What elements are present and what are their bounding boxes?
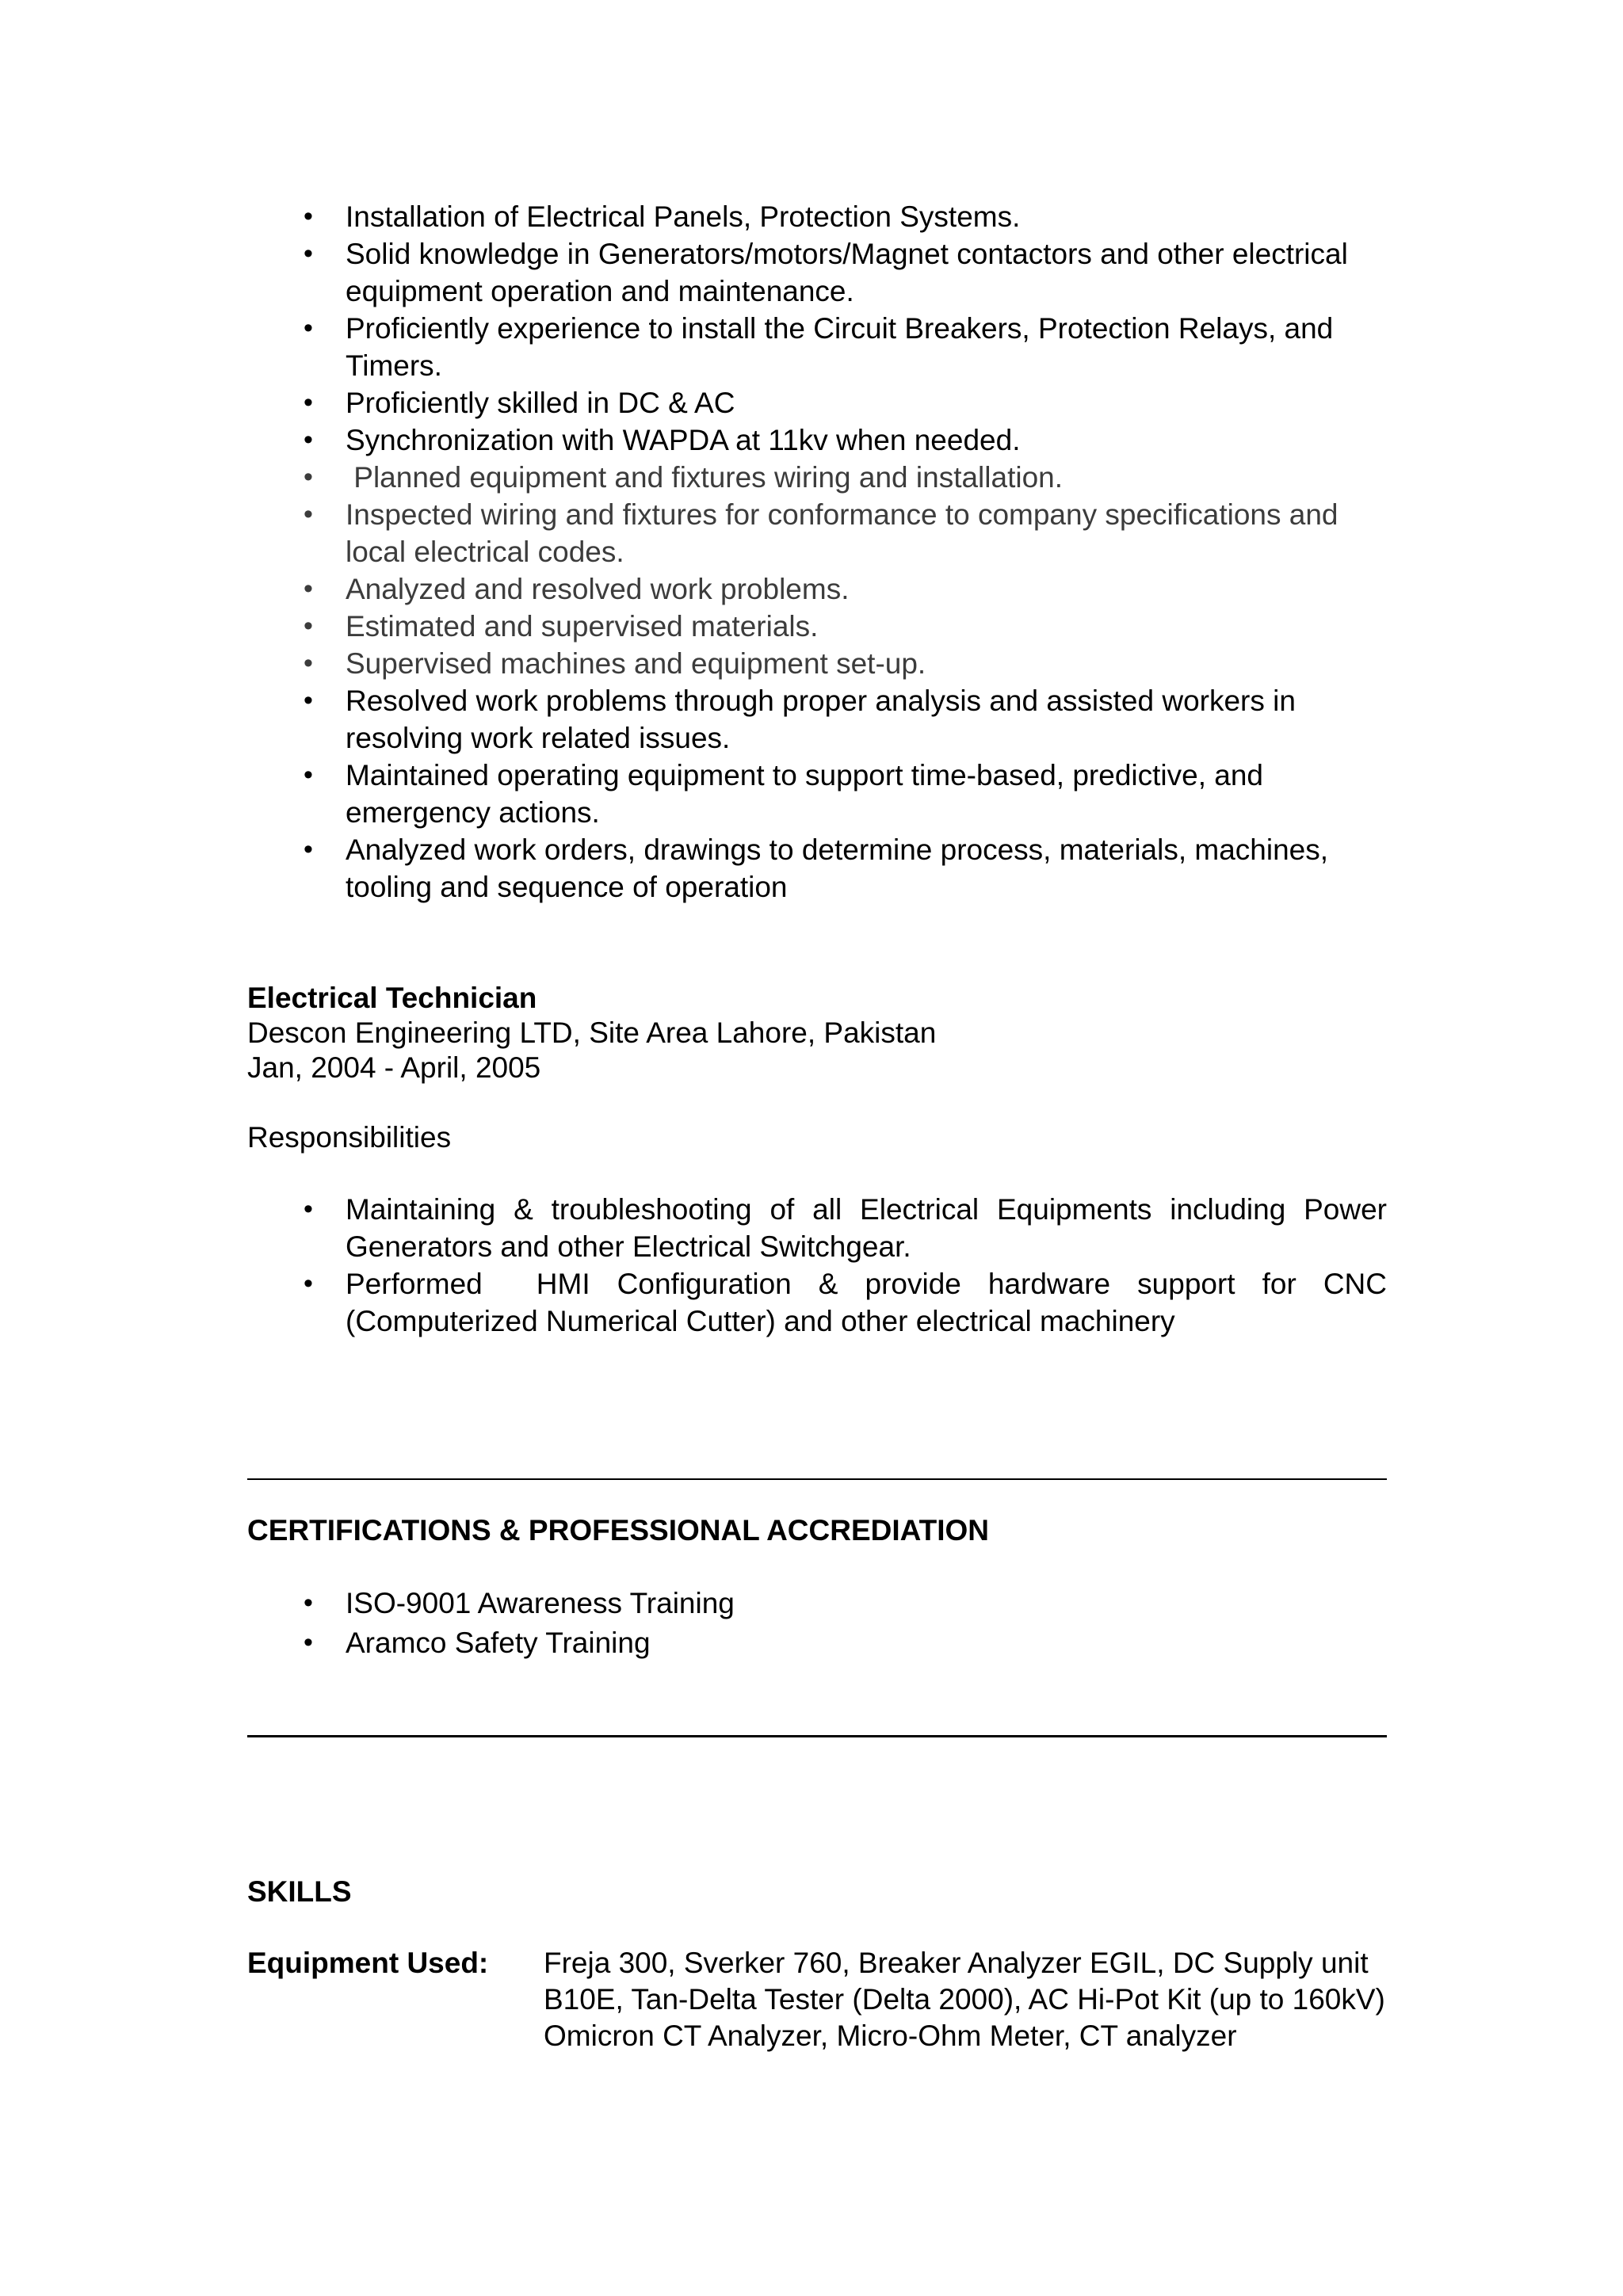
equipment-used-value: Freja 300, Sverker 760, Breaker Analyzer EGIL, DC Supply unit B10E, Tan-Delta Tester (Delta 2000), AC Hi-Pot Kit (up to 160kV) Omicron CT Analyzer, Micro-Ohm Meter, CT analyzer xyxy=(544,1947,1385,2052)
job-title: Electrical Technician xyxy=(247,982,537,1014)
list-item: • Resolved work problems through proper analysis and assisted workers in resolving work related issues. xyxy=(293,682,1387,757)
certifications-list xyxy=(293,1585,1387,1661)
bullet-icon: • xyxy=(304,313,313,343)
bullet-icon: • xyxy=(304,648,313,678)
list-item: • Estimated and supervised materials. xyxy=(293,608,1387,645)
equipment-used-label: Equipment Used: xyxy=(247,1947,489,1979)
bullet-icon: • xyxy=(304,1194,313,1224)
bullet-icon: • xyxy=(304,499,313,529)
bullet-icon: • xyxy=(304,834,313,864)
bullet-icon: • xyxy=(304,574,313,604)
certifications-heading: CERTIFICATIONS & PROFESSIONAL ACCREDIATION xyxy=(247,1514,989,1547)
responsibilities-list xyxy=(293,1191,1396,1340)
bullet-icon: • xyxy=(304,685,313,715)
bullet-icon: • xyxy=(304,1588,313,1618)
bullet-icon: • xyxy=(304,1268,313,1299)
list-item: • Synchronization with WAPDA at 11kv when needed. xyxy=(293,421,1387,459)
job-dates: Jan, 2004 - April, 2005 xyxy=(247,1051,541,1084)
bullet-icon: • xyxy=(304,611,313,641)
list-item: • Solid knowledge in Generators/motors/Magnet contactors and other electrical equipment operation and maintenance. xyxy=(293,235,1387,310)
skills-heading: SKILLS xyxy=(247,1875,352,1908)
bullet-icon: • xyxy=(304,238,313,269)
list-item: • Planned equipment and fixtures wiring and installation. xyxy=(293,459,1387,496)
list-item: • Proficiently skilled in DC & AC xyxy=(293,384,1387,421)
list-item: • Proficiently experience to install the Circuit Breakers, Protection Relays, and Timers. xyxy=(293,310,1387,384)
list-item: • Aramco Safety Training xyxy=(293,1624,1387,1661)
list-item: • Maintaining & troubleshooting of all Electrical Equipments including Power Generators and other Electrical Switchgear. xyxy=(293,1191,1387,1265)
list-item: • Installation of Electrical Panels, Protection Systems. xyxy=(293,198,1387,235)
list-item: • Analyzed and resolved work problems. xyxy=(293,570,1387,608)
section-divider xyxy=(247,1735,1387,1737)
responsibilities-label: Responsibilities xyxy=(247,1121,452,1154)
bullet-icon: • xyxy=(304,201,313,231)
bullet-icon: • xyxy=(304,462,313,492)
job-company: Descon Engineering LTD, Site Area Lahore, Pakistan xyxy=(247,1016,937,1049)
bullet-icon: • xyxy=(304,387,313,418)
list-item: • Inspected wiring and fixtures for conformance to company specifications and local electrical codes. xyxy=(293,496,1387,570)
list-item: • Analyzed work orders, drawings to determine process, materials, machines, tooling and sequence of operation xyxy=(293,831,1387,906)
list-item: • Performed HMI Configuration & provide hardware support for CNC (Computerized Numerical Cutter) and other electrical machinery xyxy=(293,1265,1387,1340)
bullet-icon: • xyxy=(304,760,313,790)
experience-bullet-list xyxy=(293,198,1387,906)
list-item: • Maintained operating equipment to support time-based, predictive, and emergency actions. xyxy=(293,757,1387,831)
bullet-icon: • xyxy=(304,1627,313,1657)
list-item: • ISO-9001 Awareness Training xyxy=(293,1585,1387,1622)
list-item: • Supervised machines and equipment set-up. xyxy=(293,645,1387,682)
bullet-icon: • xyxy=(304,425,313,455)
section-divider xyxy=(247,1478,1387,1480)
